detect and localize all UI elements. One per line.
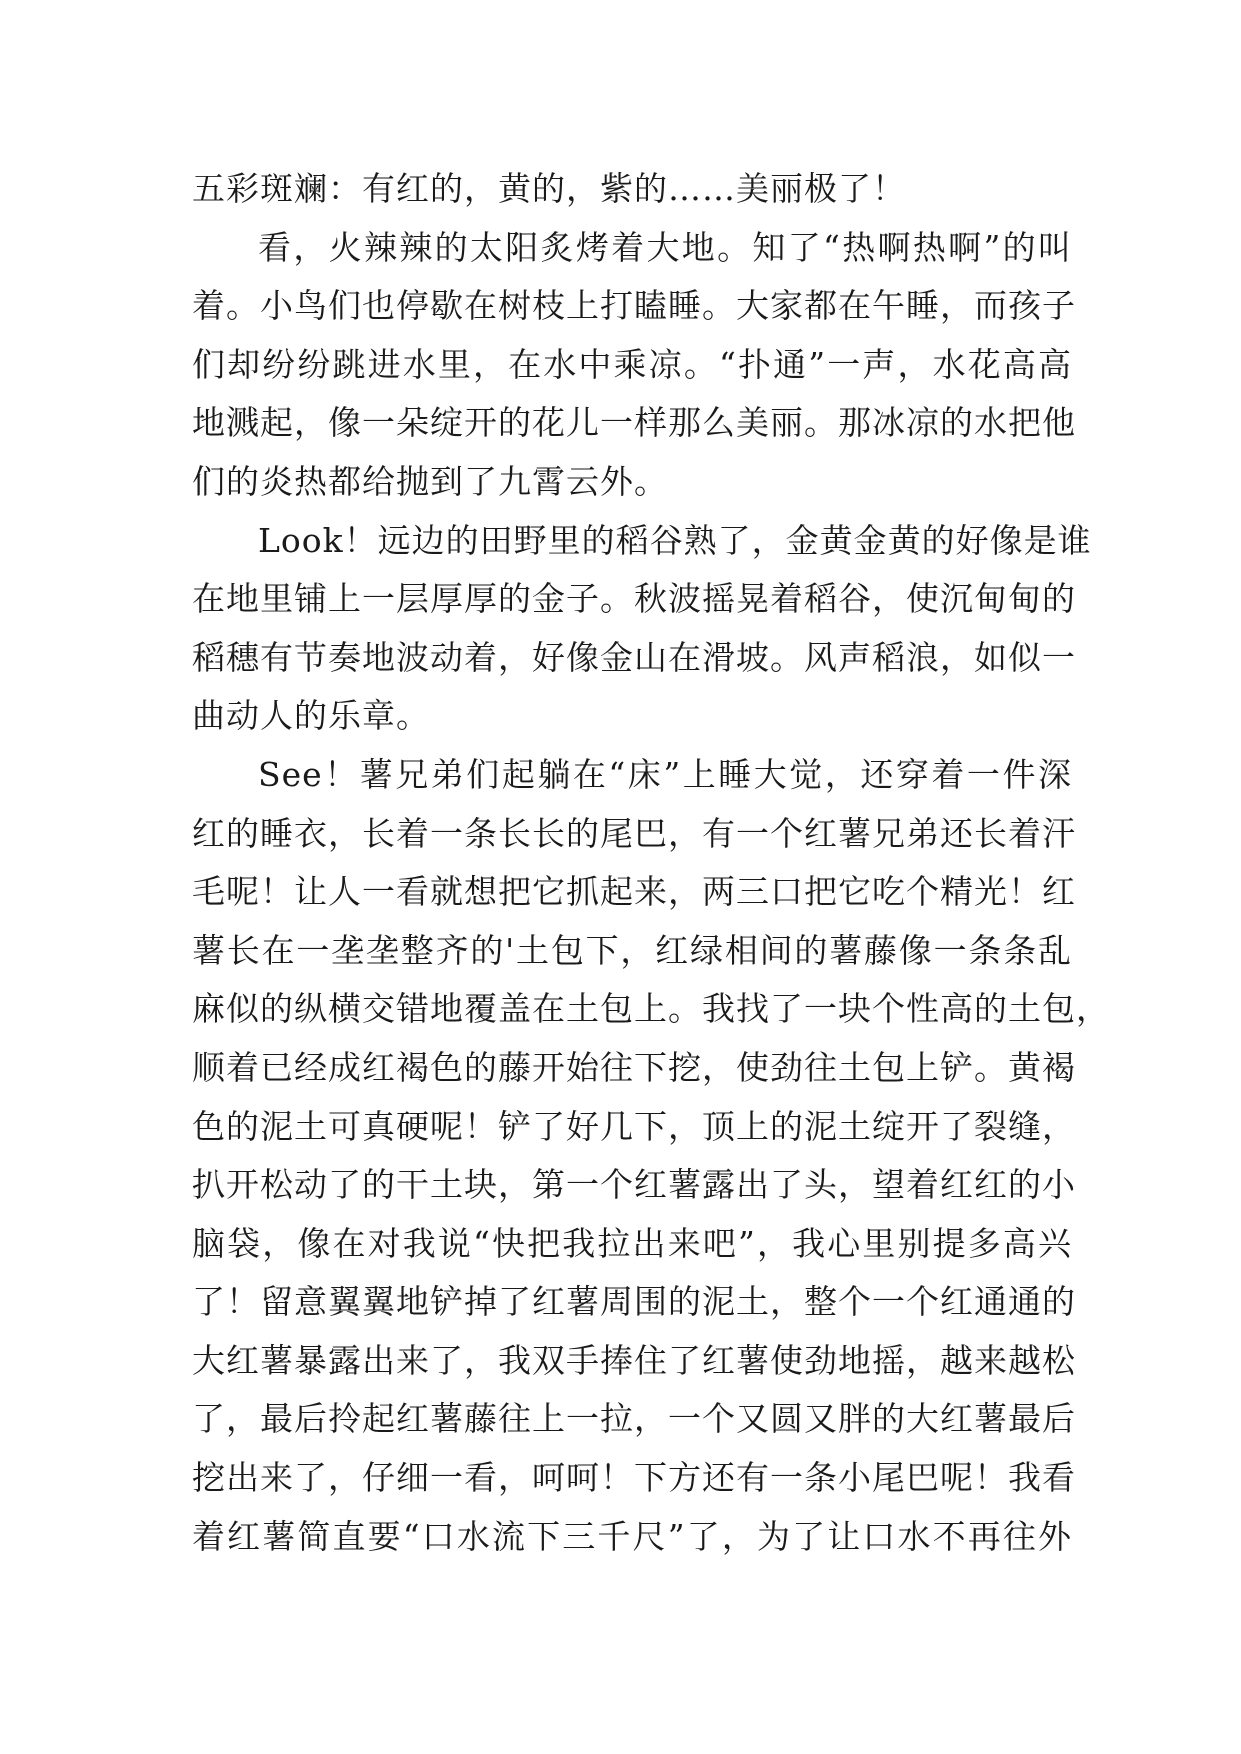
essay-body bbox=[192, 160, 1110, 1566]
text-line: 大红薯暴露出来了，我双手捧住了红薯使劲地摇，越来越松 bbox=[192, 1340, 1076, 1380]
text-line: 稻穗有节奏地波动着，好像金山在滑坡。风声稻浪，如似一 bbox=[192, 637, 1076, 677]
text-line: 脑袋，像在对我说“快把我拉出来吧”，我心里别提多高兴 bbox=[192, 1223, 1072, 1263]
text-line: 毛呢！让人一看就想把它抓起来，两三口把它吃个精光！红 bbox=[192, 872, 1076, 912]
paragraph-start-line: 看，火辣辣的太阳炙烤着大地。知了“热啊热啊”的叫 bbox=[258, 227, 1072, 267]
text-line: 地溅起，像一朵绽开的花儿一样那么美丽。那冰凉的水把他 bbox=[192, 403, 1076, 443]
text-line: 着红薯简直要“口水流下三千尺”了，为了让口水不再往外 bbox=[192, 1516, 1072, 1556]
text-line: 着。小鸟们也停歇在树枝上打瞌睡。大家都在午睡，而孩子 bbox=[192, 286, 1076, 326]
text-line: 在地里铺上一层厚厚的金子。秋波摇晃着稻谷，使沉甸甸的 bbox=[192, 579, 1076, 619]
text-line: 麻似的纵横交错地覆盖在土包上。我找了一块个性高的土包， bbox=[192, 989, 1110, 1029]
text-line: 们却纷纷跳进水里，在水中乘凉。“扑通”一声，水花高高 bbox=[192, 344, 1072, 384]
text-line: 顺着已经成红褐色的藤开始往下挖，使劲往土包上铲。黄褐 bbox=[192, 1047, 1076, 1087]
text-line: 扒开松动了的干土块，第一个红薯露出了头，望着红红的小 bbox=[192, 1165, 1076, 1205]
paragraph-start-line: Look！远边的田野里的稻谷熟了，金黄金黄的好像是谁 bbox=[258, 520, 1092, 560]
paragraph-start-line: See！薯兄弟们起躺在“床”上睡大觉，还穿着一件深 bbox=[258, 754, 1072, 794]
text-line: 挖出来了，仔细一看，呵呵！下方还有一条小尾巴呢！我看 bbox=[192, 1458, 1076, 1498]
text-line: 们的炎热都给抛到了九霄云外。 bbox=[192, 461, 668, 501]
text-line: 了，最后拎起红薯藤往上一拉，一个又圆又胖的大红薯最后 bbox=[192, 1399, 1076, 1439]
text-line: 了！留意翼翼地铲掉了红薯周围的泥土，整个一个红通通的 bbox=[192, 1282, 1076, 1322]
text-line: 薯长在一垄垄整齐的'土包下，红绿相间的薯藤像一条条乱 bbox=[192, 930, 1072, 970]
text-line: 红的睡衣，长着一条长长的尾巴，有一个红薯兄弟还长着汗 bbox=[192, 813, 1076, 853]
text-line: 曲动人的乐章。 bbox=[192, 696, 430, 736]
text-line: 色的泥土可真硬呢！铲了好几下，顶上的泥土绽开了裂缝， bbox=[192, 1106, 1076, 1146]
text-line: 五彩斑斓：有红的，黄的，紫的……美丽极了！ bbox=[192, 169, 906, 208]
